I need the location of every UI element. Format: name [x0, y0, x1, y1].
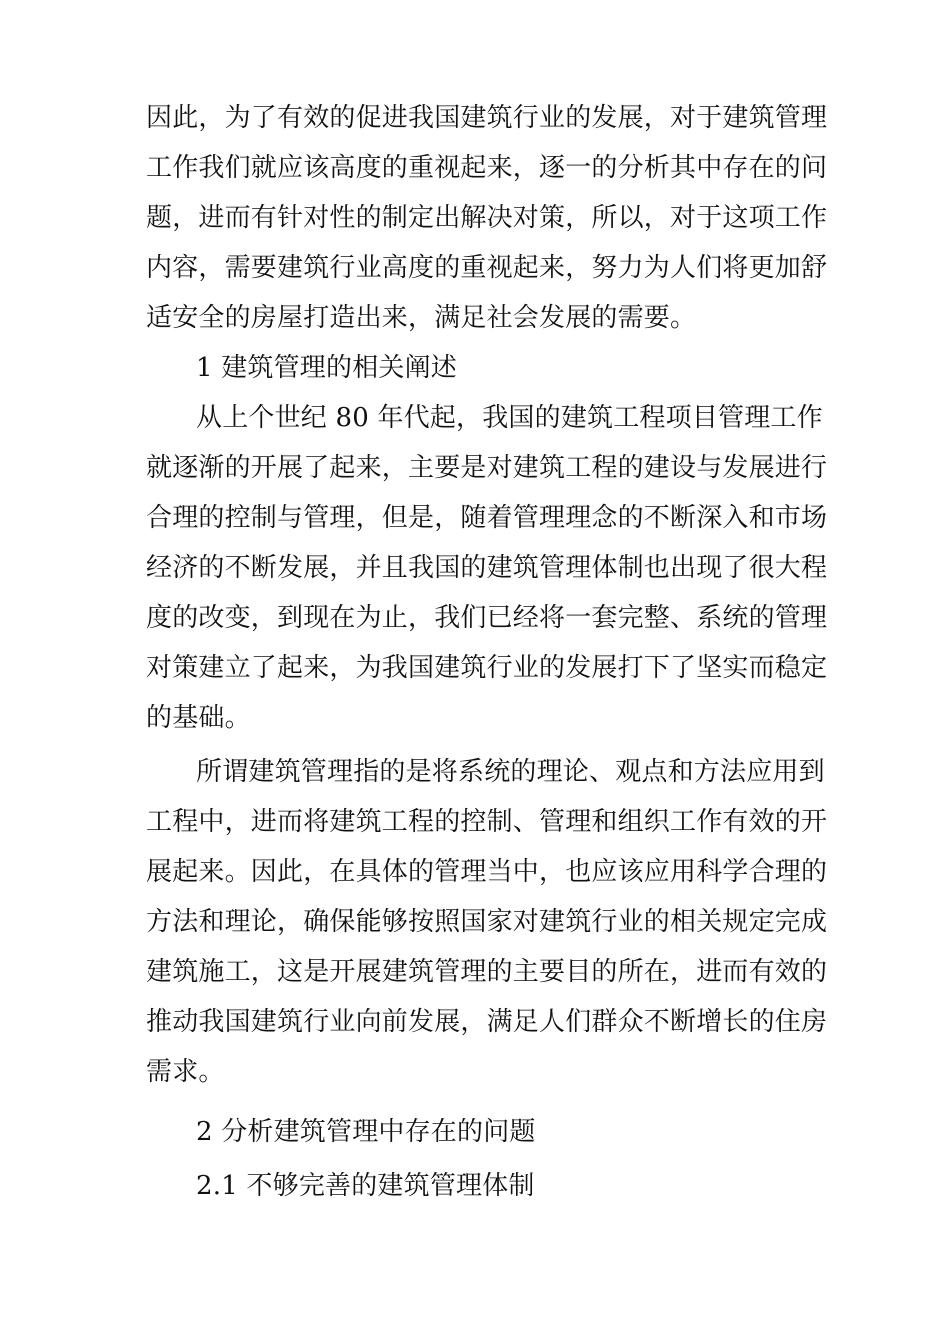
text-line: 合理的控制与管理，但是，随着管理理念的不断深入和市场: [146, 503, 828, 533]
document-body: [146, 93, 828, 1211]
text-line: 的基础。: [146, 703, 251, 733]
text-line: 所谓建筑管理指的是将系统的理论、观点和方法应用到: [196, 757, 825, 787]
text-line: 经济的不断发展，并且我国的建筑管理体制也出现了很大程: [146, 553, 828, 583]
text-line: 建筑施工，这是开展建筑管理的主要目的所在，进而有效的: [146, 957, 828, 987]
text-line: 题，进而有针对性的制定出解决对策，所以，对于这项工作: [146, 203, 828, 233]
text-line: 内容，需要建筑行业高度的重视起来，努力为人们将更加舒: [146, 253, 828, 283]
text-line: 从上个世纪 80 年代起，我国的建筑工程项目管理工作: [196, 403, 823, 433]
text-line: 工作我们就应该高度的重视起来，逐一的分析其中存在的问: [146, 153, 828, 183]
text-line: 方法和理论，确保能够按照国家对建筑行业的相关规定完成: [146, 907, 828, 937]
text-line: 因此，为了有效的促进我国建筑行业的发展，对于建筑管理: [146, 103, 828, 133]
text-line: 推动我国建筑行业向前发展，满足人们群众不断增长的住房: [146, 1007, 828, 1037]
paragraph-spacer: [146, 1097, 808, 1107]
section-2-heading: 2 分析建筑管理中存在的问题: [196, 1117, 536, 1147]
intro-paragraph: [146, 93, 828, 343]
text-line: 需求。: [146, 1057, 225, 1087]
section-1-paragraph-2: [146, 747, 828, 1097]
section-2-1-heading: 2.1 不够完善的建筑管理体制: [196, 1171, 535, 1201]
section-1-paragraph-1: [146, 393, 828, 743]
text-line: 工程中，进而将建筑工程的控制、管理和组织工作有效的开: [146, 807, 828, 837]
text-line: 展起来。因此，在具体的管理当中，也应该应用科学合理的: [146, 857, 828, 887]
section-1-heading: 1 建筑管理的相关阐述: [196, 353, 458, 383]
text-line: 适安全的房屋打造出来，满足社会发展的需要。: [146, 303, 697, 333]
text-line: 对策建立了起来，为我国建筑行业的发展打下了坚实而稳定: [146, 653, 828, 683]
text-line: 度的改变，到现在为止，我们已经将一套完整、系统的管理: [146, 603, 828, 633]
text-line: 就逐渐的开展了起来，主要是对建筑工程的建设与发展进行: [146, 453, 828, 483]
